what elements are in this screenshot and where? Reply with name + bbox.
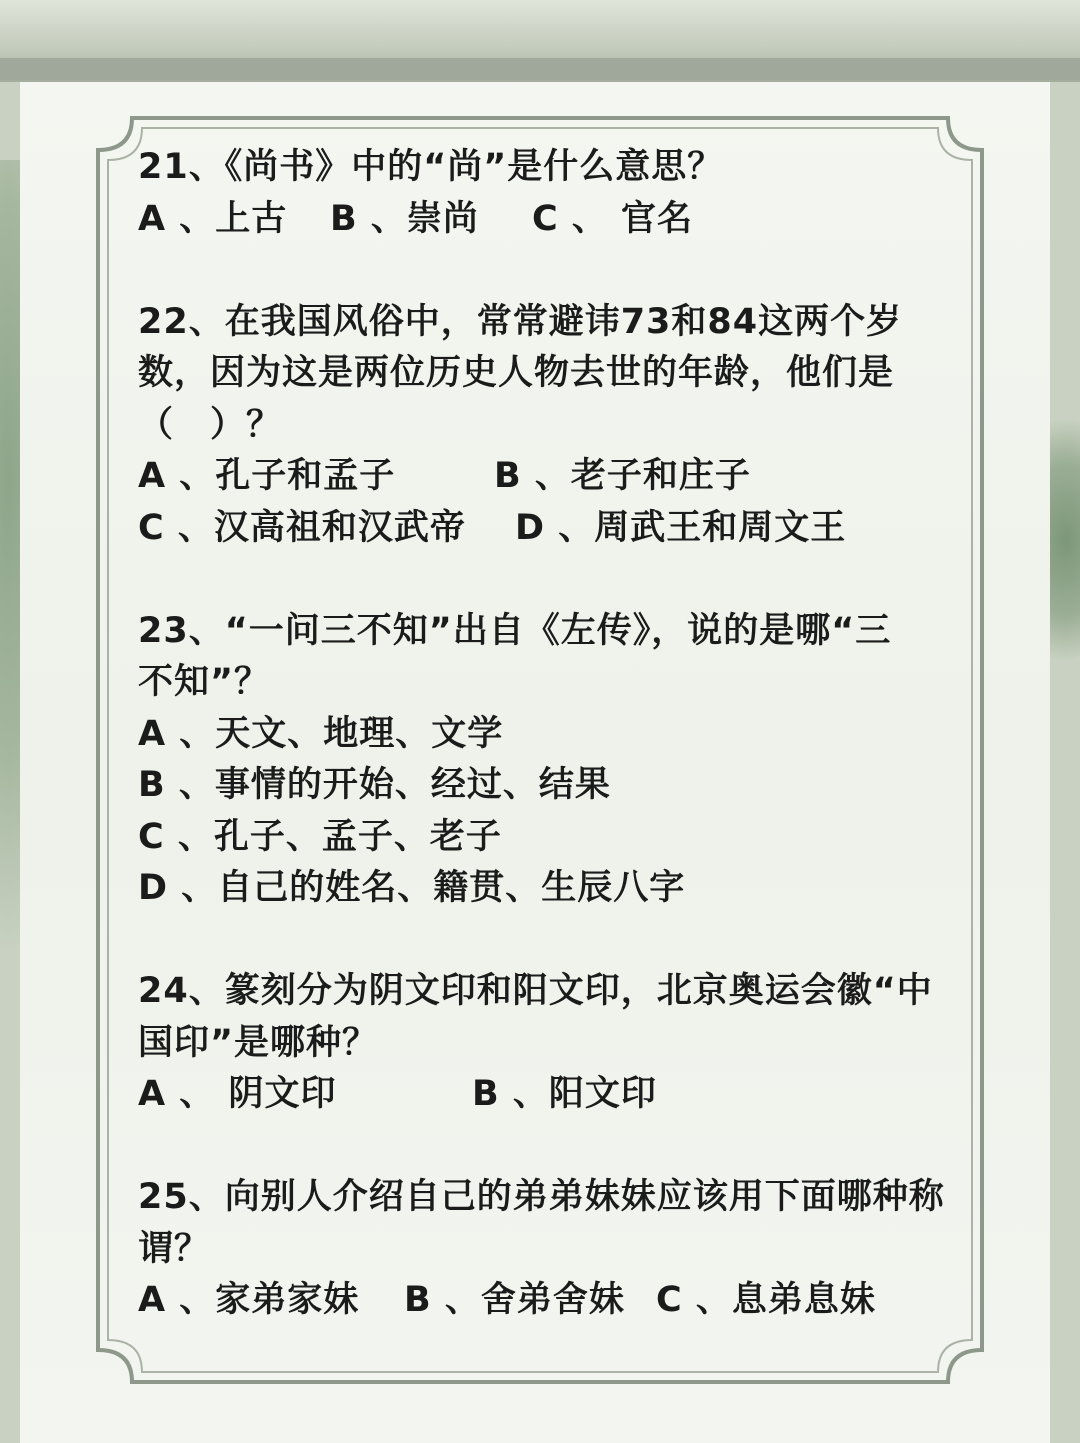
option-b: B 、老子和庄子	[494, 456, 751, 496]
question-text: 数，因为这是两位历史人物去世的年龄，他们是	[138, 353, 895, 393]
option-c: C 、汉高祖和汉武帝	[138, 507, 466, 548]
option-b: B 、阳文印	[472, 1074, 657, 1114]
quiz-content	[138, 142, 983, 1327]
question-25	[138, 1172, 983, 1327]
question-21	[138, 142, 983, 245]
question-text: 国印”是哪种？	[138, 1022, 379, 1063]
option-a: A 、上古	[138, 198, 288, 239]
option-a: A 、 阴文印	[138, 1074, 337, 1114]
option-d: D 、自己的姓名、籍贯、生辰八字	[138, 868, 686, 908]
option-b: B 、崇尚	[330, 198, 479, 239]
options-row	[138, 1275, 983, 1327]
question-text: 23、“一问三不知”出自《左传》，说的是哪“三	[138, 610, 892, 651]
option-b: B 、事情的开始、经过、结果	[138, 765, 611, 805]
options-row	[138, 451, 983, 503]
question-23	[138, 606, 983, 915]
option-a: A 、天文、地理、文学	[138, 713, 504, 754]
option-b: B 、舍弟舍妹	[404, 1280, 625, 1320]
options-row	[138, 503, 983, 555]
option-c: C 、 官名	[532, 198, 694, 239]
option-a: A 、家弟家妹	[138, 1280, 360, 1320]
option-d: D 、周武王和周文王	[515, 507, 847, 548]
question-text: 24、篆刻分为阴文印和阳文印，北京奥运会徽“中	[138, 971, 933, 1011]
option-a: A 、孔子和孟子	[138, 456, 396, 496]
options-row	[138, 194, 983, 246]
question-text: 不知”？	[138, 662, 271, 702]
question-text: 22、在我国风俗中，常常避讳73和84这两个岁	[138, 301, 903, 342]
option-c: C 、孔子、孟子、老子	[138, 816, 502, 857]
question-text: 谓？	[138, 1228, 211, 1269]
question-text: 21、《尚书》中的“尚”是什么意思？	[138, 147, 724, 187]
options-row	[138, 1069, 983, 1121]
option-c: C 、息弟息妹	[656, 1280, 876, 1320]
question-text: （ ）？	[138, 404, 283, 445]
question-22	[138, 297, 983, 555]
question-text: 25、向别人介绍自己的弟弟妹妹应该用下面哪种称	[138, 1177, 945, 1217]
question-24	[138, 966, 983, 1121]
